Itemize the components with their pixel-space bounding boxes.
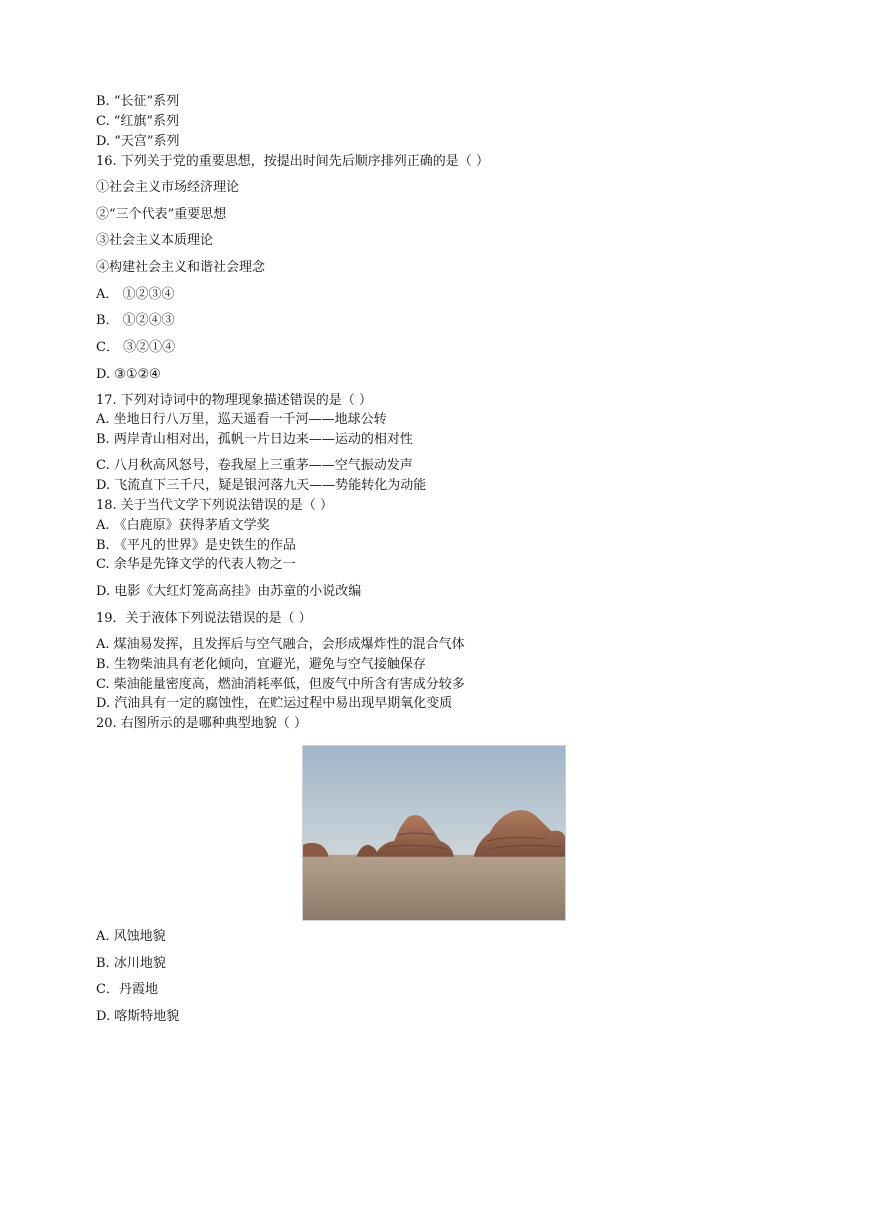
desert-ground	[303, 855, 565, 920]
q20-option-b: B. 冰川地貌	[96, 956, 166, 971]
q16-option-b: B． ①②④③	[96, 313, 175, 328]
q17-stem: 17. 下列对诗词中的物理现象描述错误的是（ ）	[96, 393, 372, 408]
q20-option-d: D. 喀斯特地貌	[96, 1009, 180, 1024]
q16-stem: 16. 下列关于党的重要思想，按提出时间先后顺序排列正确的是（ ）	[96, 154, 489, 169]
q18-option-b: B. 《平凡的世界》是史铁生的作品	[96, 538, 296, 553]
q17-option-a: A. 坐地日行八万里，巡天遥看一千河——地球公转	[96, 412, 387, 427]
q16-option-d: D. ③①②④	[96, 367, 161, 382]
q17-option-d: D. 飞流直下三千尺，疑是银河落九天——势能转化为动能	[96, 478, 427, 493]
q16-item-2: ②“三个代表”重要思想	[96, 207, 227, 222]
q18-option-a: A. 《白鹿原》获得茅盾文学奖	[96, 518, 270, 533]
q18-option-c: C. 余华是先锋文学的代表人物之一	[96, 557, 296, 572]
q16-option-a: A． ①②③④	[96, 287, 175, 302]
q15-option-b: B. “长征”系列	[96, 94, 180, 109]
q19-option-c: C. 柴油能量密度高，燃油消耗率低，但废气中所含有害成分较多	[96, 677, 465, 692]
q16-option-c: C． ③②①④	[96, 340, 176, 355]
q15-option-d: D. “天宫”系列	[96, 134, 180, 149]
q19-option-b: B. 生物柴油具有老化倾向，宜避光，避免与空气接触保存	[96, 657, 426, 672]
q15-option-c: C. “红旗”系列	[96, 114, 180, 129]
q17-option-b: B. 两岸青山相对出，孤帆一片日边来——运动的相对性	[96, 432, 413, 447]
q18-stem: 18. 关于当代文学下列说法错误的是（ ）	[96, 498, 333, 513]
q17-option-c: C. 八月秋高风怒号，卷我屋上三重茅——空气振动发声	[96, 458, 413, 473]
q16-item-1: ①社会主义市场经济理论	[96, 180, 240, 195]
q19-stem: 19．关于液体下列说法错误的是（ ）	[96, 611, 312, 626]
q16-item-4: ④构建社会主义和谐社会理念	[96, 260, 266, 275]
q20-option-c: C．丹霞地	[96, 982, 158, 997]
q19-option-d: D. 汽油具有一定的腐蚀性，在贮运过程中易出现早期氧化变质	[96, 696, 453, 711]
q18-option-d: D. 电影《大红灯笼高高挂》由苏童的小说改编	[96, 584, 362, 599]
q20-option-a: A. 风蚀地貌	[96, 929, 166, 944]
q16-item-3: ③社会主义本质理论	[96, 233, 214, 248]
landform-photo	[302, 745, 566, 921]
q19-option-a: A. 煤油易发挥，且发挥后与空气融合，会形成爆炸性的混合气体	[96, 637, 465, 652]
q20-stem: 20. 右图所示的是哪种典型地貌（ ）	[96, 716, 307, 731]
